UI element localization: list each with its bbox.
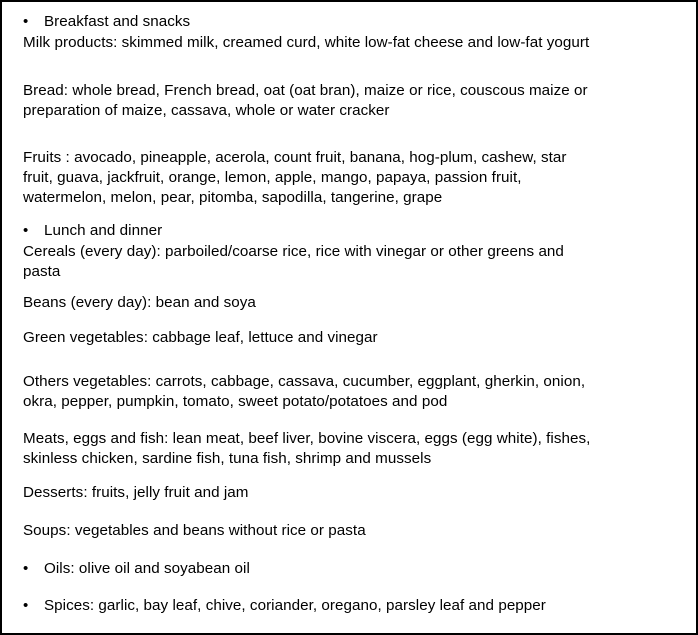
spices-text: Spices: garlic, bay leaf, chive, coriander, oregano, parsley leaf and pepper xyxy=(44,597,546,614)
soups-text: Soups: vegetables and beans without rice or pasta xyxy=(23,522,366,539)
other-vegetables-line: okra, pepper, pumpkin, tomato, sweet potato/potatoes and pod xyxy=(23,393,448,410)
green-vegetables-text: Green vegetables: cabbage leaf, lettuce and vinegar xyxy=(23,329,378,346)
spices-item xyxy=(23,596,690,616)
milk-products-text: Milk products: skimmed milk, creamed curd, white low-fat cheese and low-fat yogurt xyxy=(23,34,590,51)
meats-line: Meats, eggs and fish: lean meat, beef liver, bovine viscera, eggs (egg white), fishes, xyxy=(23,430,591,447)
other-vegetables-paragraph xyxy=(23,372,688,412)
cereals-paragraph xyxy=(23,242,688,282)
cereals-line: Cereals (every day): parboiled/coarse rice, rice with vinegar or other greens and xyxy=(23,243,564,260)
bullet-icon: • xyxy=(23,13,29,30)
meats-line: skinless chicken, sardine fish, tuna fish, shrimp and mussels xyxy=(23,450,432,467)
bread-line: Bread: whole bread, French bread, oat (oat bran), maize or rice, couscous maize or xyxy=(23,82,588,99)
breakfast-heading-text: Breakfast and snacks xyxy=(44,13,191,30)
fruits-paragraph xyxy=(23,148,688,208)
other-vegetables-line: Others vegetables: carrots, cabbage, cassava, cucumber, eggplant, gherkin, onion, xyxy=(23,373,586,390)
fruits-line: fruit, guava, jackfruit, orange, lemon, apple, mango, papaya, passion fruit, xyxy=(23,169,522,186)
fruits-line: Fruits : avocado, pineapple, acerola, count fruit, banana, hog-plum, cashew, star xyxy=(23,149,567,166)
cereals-line: pasta xyxy=(23,263,61,280)
bread-line: preparation of maize, cassava, whole or water cracker xyxy=(23,102,390,119)
fruits-line: watermelon, melon, pear, pitomba, sapodilla, tangerine, grape xyxy=(23,189,443,206)
bullet-icon: • xyxy=(23,597,29,614)
oils-item xyxy=(23,559,690,579)
bullet-icon: • xyxy=(23,560,29,577)
breakfast-heading xyxy=(23,12,690,32)
bullet-icon: • xyxy=(23,222,29,239)
beans-text: Beans (every day): bean and soya xyxy=(23,294,256,311)
meats-paragraph xyxy=(23,429,688,469)
bread-paragraph xyxy=(23,81,688,121)
lunch-heading xyxy=(23,221,690,241)
lunch-heading-text: Lunch and dinner xyxy=(44,222,163,239)
desserts-text: Desserts: fruits, jelly fruit and jam xyxy=(23,484,249,501)
oils-text: Oils: olive oil and soyabean oil xyxy=(44,560,250,577)
